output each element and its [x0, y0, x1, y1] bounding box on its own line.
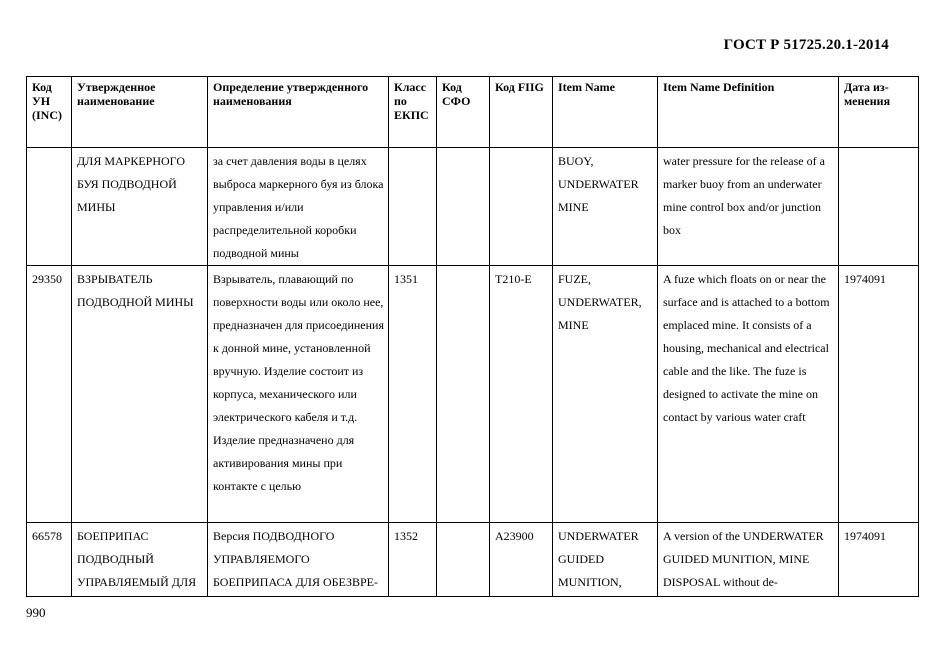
col-header-fiig: Код FIIG — [490, 77, 553, 148]
cell-item-name: BUOY, UNDERWATER MINE — [553, 148, 658, 266]
cell-sfo — [437, 523, 490, 597]
cell-fiig — [490, 148, 553, 266]
cell-definition: Версия ПОДВОДНОГО УПРАВЛЯЕМОГО БОЕПРИПАСА ДЛЯ ОБЕЗВРЕ- — [208, 523, 389, 597]
cell-item-definition: A version of the UNDERWATER GUIDED MUNITION, MINE DISPOSAL without de- — [658, 523, 839, 597]
cell-class: 1351 — [389, 266, 437, 523]
cell-fiig: A23900 — [490, 523, 553, 597]
cell-item-name: FUZE, UNDERWATER, MINE — [553, 266, 658, 523]
col-header-definition: Определение утвержденного наименования — [208, 77, 389, 148]
table-row — [27, 266, 919, 523]
cell-sfo — [437, 148, 490, 266]
cell-inc: 66578 — [27, 523, 72, 597]
col-header-date: Дата из-менения — [839, 77, 919, 148]
cell-name: ВЗРЫВАТЕЛЬ ПОДВОДНОЙ МИНЫ — [72, 266, 208, 523]
col-header-item-definition: Item Name Definition — [658, 77, 839, 148]
cell-date — [839, 148, 919, 266]
col-header-inc: Код УН (INC) — [27, 77, 72, 148]
cell-item-definition: water pressure for the release of a marker buoy from an underwater mine control box and/or junction box — [658, 148, 839, 266]
cell-item-name: UNDERWATER GUIDED MUNITION, — [553, 523, 658, 597]
cell-definition: за счет давления воды в целях выброса маркерного буя из блока управления и/или распределительной коробки подводной мины — [208, 148, 389, 266]
table-row — [27, 148, 919, 266]
cell-inc — [27, 148, 72, 266]
col-header-sfo: Код СФО — [437, 77, 490, 148]
cell-name: ДЛЯ МАРКЕРНОГО БУЯ ПОДВОДНОЙ МИНЫ — [72, 148, 208, 266]
cell-name: БОЕПРИПАС ПОДВОДНЫЙ УПРАВЛЯЕМЫЙ ДЛЯ — [72, 523, 208, 597]
col-header-item-name: Item Name — [553, 77, 658, 148]
cell-class — [389, 148, 437, 266]
catalog-table — [26, 76, 919, 597]
page-number: 990 — [26, 605, 46, 620]
table-row — [27, 523, 919, 597]
document-code: ГОСТ Р 51725.20.1-2014 — [723, 37, 889, 53]
col-header-name: Утвержденное наименование — [72, 77, 208, 148]
cell-date: 1974091 — [839, 523, 919, 597]
col-header-class: Класс по ЕКПС — [389, 77, 437, 148]
table-header-row — [27, 77, 919, 148]
cell-fiig: T210-E — [490, 266, 553, 523]
cell-inc: 29350 — [27, 266, 72, 523]
cell-date: 1974091 — [839, 266, 919, 523]
cell-item-definition: A fuze which floats on or near the surface and is attached to a bottom emplaced mine. It consists of a housing, mechanical and electrical cable and the like. The fuze is designed to activate the mine on contact by various water craft — [658, 266, 839, 523]
cell-definition: Взрыватель, плавающий по поверхности воды или около нее, предназначен для присоединения к донной мине, установленной вручную. Изделие состоит из корпуса, механического или электрического кабеля и т.д. Изделие предназначено для активирования мины при контакте с целью — [208, 266, 389, 523]
cell-sfo — [437, 266, 490, 523]
cell-class: 1352 — [389, 523, 437, 597]
